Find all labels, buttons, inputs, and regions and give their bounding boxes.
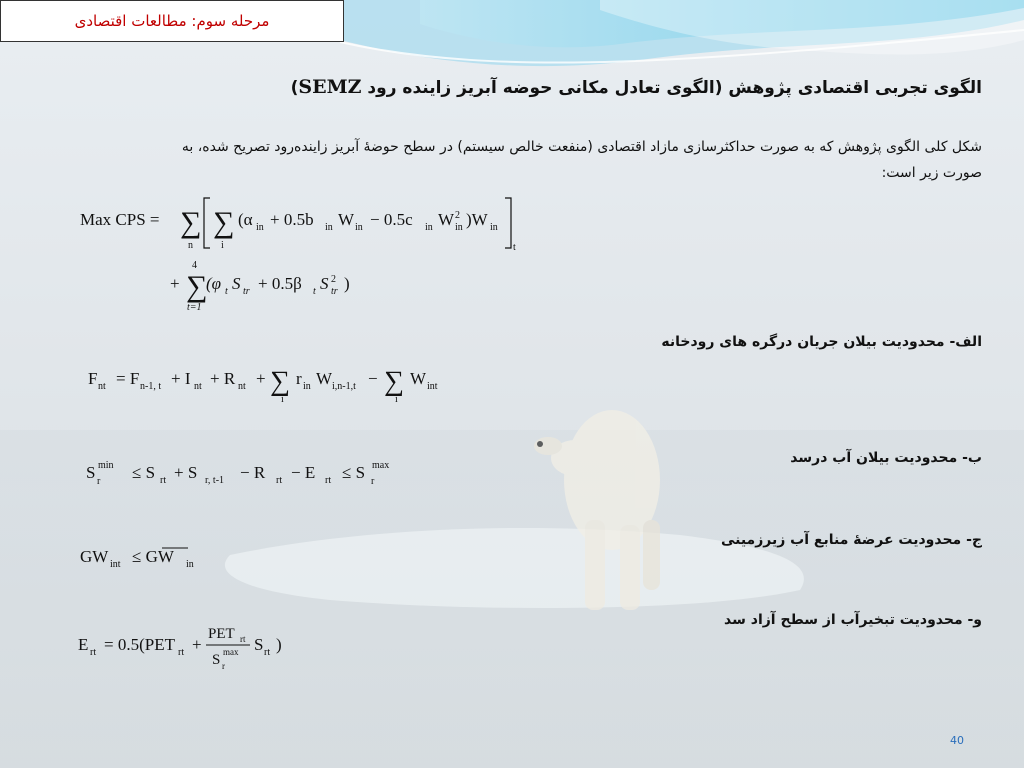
reservoir-balance-equation [86,456,446,501]
svg-text:): ) [344,274,350,293]
svg-text:W: W [338,210,355,229]
svg-text:)W: )W [466,210,488,229]
svg-text:rt: rt [90,647,97,658]
section-a-label: الف- محدودیت بیلان جریان درگره های رودخانه [661,334,982,350]
svg-text:min: min [98,460,114,471]
svg-text:− 0.5c: − 0.5c [370,210,413,229]
eq-obj-lhs: Max CPS = [80,210,160,229]
svg-text:n-1, t: n-1, t [140,381,162,392]
evaporation-equation [78,622,318,683]
svg-text:≤ GW: ≤ GW [132,547,174,566]
svg-text:≤ S: ≤ S [132,463,156,482]
flow-balance-equation [88,362,468,417]
svg-text:i: i [395,394,398,405]
svg-text:W: W [316,369,333,388]
svg-text:r, t-1: r, t-1 [205,475,225,486]
svg-text:S: S [212,652,221,668]
svg-text:in: in [355,222,363,233]
svg-text:max: max [372,460,390,471]
svg-text:): ) [276,635,282,654]
svg-text:t: t [313,286,316,297]
svg-text:rt: rt [264,647,271,658]
svg-text:i,n-1,t: i,n-1,t [332,381,356,392]
svg-text:int: int [427,381,438,392]
slide-title-text: الگوی تجربی اقتصادی پژوهش (الگوی تعادل مکانی حوضه آبریز زاینده رود [361,78,982,98]
eq-obj-sum-n: ∑ [180,206,202,239]
eq-obj-sum-i: ∑ [213,206,235,239]
svg-text:r: r [371,476,375,487]
svg-text:+ 0.5b: + 0.5b [270,210,314,229]
eq-obj-sum-i-sub: i [221,240,224,251]
svg-text:S: S [254,635,264,654]
svg-text:= 0.5(PET: = 0.5(PET [104,635,175,654]
slide-title [282,76,982,98]
intro-line-1: شکل کلی الگوی پژوهش که به صورت حداکثرسازی مازاد اقتصادی (منفعت خالص سیستم) در سطح حوضۀ آبریز زاینده‌رود تصریح شده، به [181,139,982,155]
svg-text:2: 2 [455,210,460,221]
svg-text:max: max [223,647,239,657]
svg-text:in: in [256,222,264,233]
svg-text:+ S: + S [174,463,198,482]
svg-text:t: t [513,242,516,253]
svg-text:t=1: t=1 [187,302,202,313]
section-c-label: ج- محدودیت عرضۀ منابع آب زیرزمینی [720,532,982,548]
svg-text:tr: tr [243,286,250,297]
eq-flow-sum-1: ∑ [270,366,290,397]
eq-obj-sum-t: ∑ [186,270,208,303]
svg-text:F: F [88,369,98,388]
svg-text:E: E [78,635,89,654]
svg-text:int: int [110,559,121,570]
svg-text:W: W [410,369,427,388]
svg-text:PET: PET [208,626,235,642]
intro-line-2: صورت زیر است: [881,165,982,181]
svg-text:S: S [232,274,241,293]
stage-label: مرحله سوم: مطالعات اقتصادی [74,12,270,30]
intro-paragraph [62,134,982,186]
svg-text:rt: rt [160,475,167,486]
svg-text:+: + [170,274,180,293]
svg-text:r: r [97,476,101,487]
svg-text:rt: rt [240,634,246,644]
svg-text:+: + [256,369,266,388]
section-d-label: و- محدودیت تبخیرآب از سطح آزاد سد [724,612,982,628]
svg-text:≤ S: ≤ S [342,463,366,482]
svg-text:r: r [222,661,225,671]
eq-flow-sum-2: ∑ [384,366,404,397]
svg-text:2: 2 [331,274,336,285]
svg-text:4: 4 [192,260,197,271]
svg-text:(φ: (φ [206,274,222,293]
svg-text:t: t [225,286,228,297]
svg-text:+ I: + I [171,369,191,388]
svg-text:−: − [368,369,378,388]
svg-text:rt: rt [325,475,332,486]
svg-text:r: r [296,369,302,388]
objective-equation [80,192,540,327]
svg-text:in: in [325,222,333,233]
svg-text:+ 0.5β: + 0.5β [258,274,302,293]
svg-text:− E: − E [291,463,316,482]
slide-title-close: ) [290,78,299,98]
svg-text:i: i [281,394,284,405]
svg-text:nt: nt [98,381,106,392]
svg-text:in: in [455,222,463,233]
slide-title-acronym: SEMZ [298,76,362,98]
svg-text:in: in [303,381,311,392]
slide-number: 40 [950,734,964,747]
svg-text:+: + [192,635,202,654]
section-b-label: ب- محدودیت بیلان آب درسد [790,450,982,466]
svg-text:W: W [438,210,455,229]
svg-text:= F: = F [116,369,140,388]
groundwater-equation [80,540,240,579]
svg-text:in: in [425,222,433,233]
svg-text:rt: rt [276,475,283,486]
svg-text:tr: tr [331,286,338,297]
svg-text:+ R: + R [210,369,236,388]
svg-text:nt: nt [194,381,202,392]
svg-text:rt: rt [178,647,185,658]
svg-text:in: in [490,222,498,233]
svg-text:nt: nt [238,381,246,392]
svg-text:− R: − R [240,463,266,482]
eq-obj-sum-n-sub: n [188,240,193,251]
eq-obj-alpha: (α [238,210,253,229]
stage-label-box [0,0,344,42]
svg-text:S: S [320,274,329,293]
svg-text:GW: GW [80,547,109,566]
svg-text:S: S [86,463,96,482]
svg-text:in: in [186,559,194,570]
